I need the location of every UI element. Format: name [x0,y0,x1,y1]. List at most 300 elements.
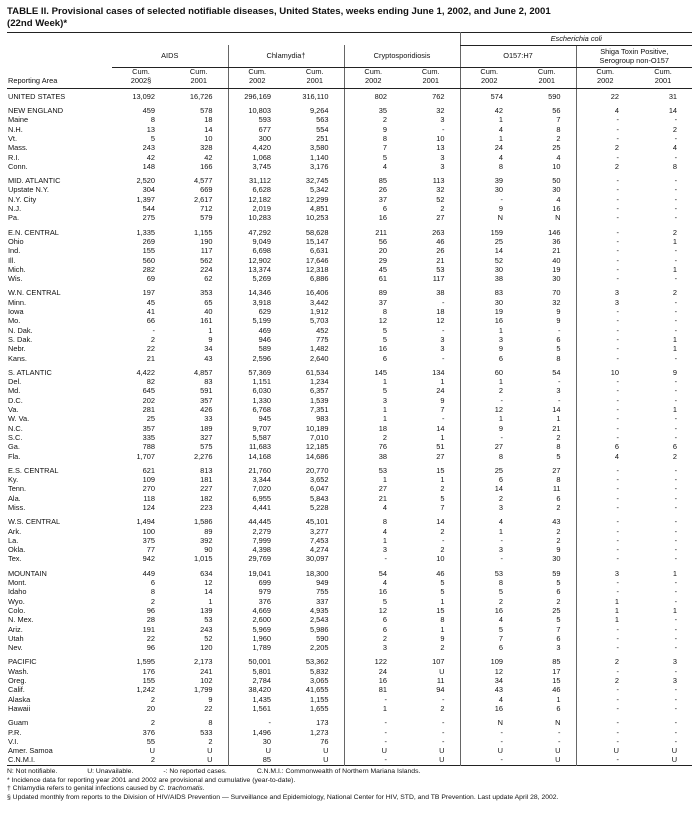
value-cell: 189 [200,423,213,433]
value-cell: 21 [552,246,561,256]
value-cell: 41,655 [305,685,329,695]
value-cell: 3,442 [310,297,329,307]
value-cell: 85 [228,755,286,765]
value-cell: 5,843 [310,493,329,503]
value-cell: N [460,213,518,222]
value-cell: 1 [208,325,213,335]
table-row [7,494,692,503]
value-cell: 20,770 [305,465,329,475]
value-cell: - [576,246,634,255]
value-cell: - [576,237,634,246]
value-cell: 3 [576,298,634,307]
value-cell: 7 [344,143,402,152]
value-cell: - [442,694,445,704]
reporting-area-cell: S. ATLANTIC [8,367,52,377]
value-cell: 29 [344,256,402,265]
value-cell: 96 [146,643,155,653]
value-cell: 4 [672,143,678,153]
value-cell: - [442,414,445,424]
value-cell: 1 [344,405,402,414]
value-cell: 26 [436,246,445,256]
value-cell: 25 [552,143,561,153]
value-cell: 15,147 [305,236,329,246]
value-cell: 30 [460,265,518,274]
value-cell: 77 [146,545,155,555]
value-cell: 4,935 [310,605,329,615]
table-row [7,307,692,316]
value-cell: - [460,728,518,737]
value-cell: 5,986 [310,624,329,634]
value-cell: 3 [440,115,445,125]
value-cell: - [674,316,678,326]
value-cell: - [674,578,678,588]
value-cell: 4 [460,125,518,134]
value-cell: 7,351 [310,405,329,415]
ecoli-group-header: Escherichia coli [460,33,692,46]
value-cell: - [576,396,634,405]
value-cell: U [671,755,678,765]
cum-header: Cum. 2002§ [112,68,170,88]
value-cell: 2 [150,596,155,606]
value-cell: 1 [460,527,518,536]
value-cell: 3,344 [228,475,286,484]
value-cell: 16,726 [189,91,213,101]
reporting-area-cell: N. Dak. [8,325,33,335]
value-cell: 53 [460,564,518,578]
value-cell: 139 [200,605,213,615]
legend-not-notifiable: N: Not notifiable. [7,767,58,775]
value-cell: - [674,475,678,485]
value-cell: 1,799 [194,685,213,695]
value-cell: 25 [460,461,518,475]
value-cell: - [344,713,402,727]
value-cell: 8 [344,307,402,316]
value-cell: 117 [200,246,213,256]
value-cell: 1,494 [136,517,155,527]
value-cell: 118 [143,493,155,503]
value-cell: 4,851 [310,204,329,214]
value-cell: - [442,535,445,545]
value-cell: 2,617 [194,194,213,204]
value-cell: - [576,307,634,316]
table-row [7,316,692,325]
value-cell: 282 [142,264,155,274]
value-cell: 16 [460,606,518,615]
value-cell: 2 [672,288,678,298]
value-cell: 3,580 [310,143,329,153]
value-cell: 1,707 [136,451,155,461]
value-cell: 591 [200,386,213,396]
value-cell: 6 [576,442,634,451]
value-cell: - [344,737,402,746]
value-cell: 9 [208,694,213,704]
value-cell: 44,445 [228,512,286,526]
value-cell: - [674,377,678,387]
value-cell: 2,276 [194,451,213,461]
table-row [7,153,692,162]
table-row [7,713,692,727]
value-cell: 197 [142,288,155,298]
value-cell: 17,646 [305,255,329,265]
value-cell: 269 [142,236,155,246]
footnote-dagger [7,785,692,794]
value-cell: 2,640 [310,353,329,363]
value-cell: - [576,115,634,124]
reporting-area-cell: Utah [8,633,24,643]
value-cell: 29,769 [228,554,286,563]
value-cell: 775 [316,334,329,344]
value-cell: 24 [436,386,445,396]
value-cell: 32,745 [305,176,329,186]
value-cell: 155 [142,246,155,256]
value-cell: 560 [142,255,155,265]
value-cell: 53 [344,461,402,475]
value-cell: 14 [460,246,518,255]
value-cell: 3,918 [228,298,286,307]
value-cell: 949 [316,578,329,588]
value-cell: 1,335 [136,227,155,237]
value-cell: 2 [440,643,445,653]
value-cell: - [152,325,155,335]
value-cell: - [558,325,561,335]
value-cell: 54 [552,367,561,377]
value-cell: - [460,554,518,563]
value-cell: 3 [576,283,634,297]
value-cell: 14 [204,587,213,597]
value-cell: 12,185 [305,442,329,452]
reporting-area-cell: Wyo. [8,596,25,606]
value-cell: 645 [142,386,155,396]
value-cell: - [576,494,634,503]
value-cell: - [674,465,678,475]
value-cell: 61 [344,274,402,283]
value-cell: 5 [460,587,518,596]
value-cell: 100 [142,526,155,536]
value-cell: 945 [228,414,286,423]
value-cell: 6 [556,633,561,643]
value-cell: 2 [460,597,518,606]
value-cell: - [576,405,634,414]
value-cell: 11,683 [228,442,286,451]
value-cell: 593 [228,115,286,124]
value-cell: 211 [344,223,402,237]
table-row [7,344,692,353]
value-cell: 76 [344,442,402,451]
value-cell: 2 [344,115,402,124]
value-cell: 335 [142,432,155,442]
table-row [7,452,692,461]
value-cell: 328 [200,143,213,153]
value-cell: 8 [460,578,518,587]
value-cell: - [674,213,678,223]
value-cell: - [674,115,678,125]
value-cell: 3 [556,386,561,396]
table-row [7,545,692,554]
value-cell: 32 [552,297,561,307]
value-cell: 82 [146,377,155,387]
value-cell: N [555,213,561,223]
reporting-area-cell: N.J. [8,204,22,214]
value-cell: - [576,125,634,134]
value-cell: - [674,194,678,204]
value-cell: 5,801 [228,667,286,676]
table-header [7,33,692,89]
value-cell: 46 [552,685,561,695]
value-cell: 21,760 [228,461,286,475]
table-row [7,587,692,596]
value-cell: 3 [440,334,445,344]
value-cell: 17 [552,666,561,676]
value-cell: 102 [200,676,213,686]
value-cell: 7 [556,624,561,634]
value-cell: 2 [344,634,402,643]
value-cell: 2,205 [310,643,329,653]
value-cell: 176 [142,666,155,676]
table-row [7,204,692,213]
value-cell: 375 [142,535,155,545]
value-cell: 21 [146,353,155,363]
value-cell: - [674,624,678,634]
reporting-area-cell: Ark. [8,526,22,536]
value-cell: - [576,344,634,353]
reporting-area-cell: Maine [8,115,29,125]
table-row [7,88,692,101]
value-cell: N [555,718,561,728]
value-cell: 426 [200,405,213,415]
value-cell: 459 [142,106,155,116]
value-cell: 9 [344,125,402,134]
reporting-area-cell: Vt. [8,134,18,143]
value-cell: U [439,755,445,765]
value-cell: 109 [142,475,155,485]
value-cell: - [576,377,634,386]
value-cell: 37 [344,298,402,307]
value-cell: 22 [146,344,155,354]
value-cell: 2 [150,334,155,344]
value-cell: 107 [432,657,445,667]
cum-header: Cum. 2001 [518,68,576,88]
value-cell: 554 [316,124,329,134]
value-cell: 2 [440,526,445,536]
legend-unavailable: U: Unavailable. [87,767,134,775]
value-cell: - [576,737,634,746]
value-cell: 629 [228,307,286,316]
value-cell: 4,398 [228,545,286,554]
value-cell: 2 [440,703,445,713]
value-cell: - [674,694,678,704]
value-cell: 6,955 [228,494,286,503]
value-cell: 762 [432,91,445,101]
value-cell: 699 [228,578,286,587]
value-cell: 55 [146,736,155,746]
value-cell: 1 [672,334,678,344]
value-cell: 27 [344,484,402,493]
value-cell: - [442,325,445,335]
value-cell: 12,182 [228,195,286,204]
value-cell: 9 [460,344,518,353]
value-cell: 16 [344,676,402,685]
value-cell: 316,110 [302,91,329,101]
value-cell: - [674,666,678,676]
value-cell: 9 [208,334,213,344]
value-cell: - [576,512,634,526]
value-cell: 2 [460,494,518,503]
value-cell: 669 [200,185,213,195]
table-row [7,298,692,307]
value-cell: 376 [228,597,286,606]
value-cell: 10 [576,363,634,377]
value-cell: 3,176 [310,161,329,171]
value-cell: 1 [672,236,678,246]
value-cell: - [460,195,518,204]
value-cell: 1,539 [310,395,329,405]
value-cell: 32 [436,106,445,116]
value-cell: - [576,195,634,204]
value-cell: - [576,171,634,185]
table-row [7,695,692,704]
reporting-area-cell: P.R. [8,727,22,737]
value-cell: - [674,718,678,728]
reporting-area-cell: Ill. [8,255,16,265]
reporting-area-cell: Oreg. [8,676,27,686]
value-cell: 76 [320,736,329,746]
value-cell: - [576,274,634,283]
value-cell: 7 [440,405,445,415]
value-cell: - [442,353,445,363]
value-cell: 19 [460,307,518,316]
value-cell: 19,041 [228,564,286,578]
value-cell: 14,686 [305,451,329,461]
value-cell: 1,912 [310,307,329,317]
value-cell: 5 [556,578,561,588]
value-cell: 12 [204,578,213,588]
aids-group-header: AIDS [112,45,228,67]
reporting-area-cell: N.H. [8,124,23,134]
value-cell: - [576,713,634,727]
table-row [7,755,692,765]
value-cell: 1 [672,405,678,415]
value-cell: 2 [576,162,634,171]
value-cell: 35 [344,101,402,115]
value-cell: 13 [436,143,445,153]
value-cell: 5,342 [310,185,329,195]
table-row [7,484,692,493]
value-cell: - [674,432,678,442]
value-cell: 60 [460,363,518,377]
value-cell: 10,189 [305,423,329,433]
table-row [7,386,692,395]
value-cell: 357 [200,395,213,405]
cum-header: Cum. 2001 [170,68,228,88]
value-cell: U [439,666,445,676]
value-cell: 50 [552,176,561,186]
value-cell: 43 [204,353,213,363]
value-cell: 9 [440,633,445,643]
value-cell: 1,015 [194,554,213,564]
value-cell: 4,420 [228,143,286,152]
value-cell: - [576,578,634,587]
value-cell: 19 [552,264,561,274]
value-cell: - [442,297,445,307]
reporting-area-cell: Va. [8,405,19,415]
value-cell: 983 [316,414,329,424]
value-cell: 65 [204,297,213,307]
value-cell: 3 [460,545,518,554]
value-cell: 469 [228,326,286,335]
value-cell: U [576,746,634,755]
value-cell: 4 [556,194,561,204]
table-row [7,536,692,545]
value-cell: 10 [204,134,213,143]
value-cell: 25 [146,414,155,424]
value-cell: 83 [204,377,213,387]
value-cell: 6 [556,703,561,713]
reporting-area-cell: D.C. [8,395,23,405]
value-cell: 9 [440,395,445,405]
value-cell: 53 [436,264,445,274]
value-cell: 1,960 [228,634,286,643]
table-row [7,115,692,124]
table-row [7,615,692,624]
value-cell: 14,168 [228,452,286,461]
value-cell: 30,097 [305,554,329,564]
value-cell: - [674,587,678,597]
table-row [7,354,692,363]
cum-header: Cum. 2002 [576,68,634,88]
value-cell: 16 [460,704,518,713]
reporting-area-cell: Kans. [8,353,27,363]
value-cell: 46 [436,236,445,246]
cum-header: Cum. 2002 [344,68,402,88]
value-cell: 1 [672,568,678,578]
value-cell: 18 [344,424,402,433]
value-cell: 6 [556,587,561,597]
value-cell: - [674,386,678,396]
value-cell: 6,628 [228,185,286,194]
value-cell: 5 [440,578,445,588]
reporting-area-cell: Conn. [8,161,28,171]
value-cell: 9 [460,424,518,433]
value-cell: 66 [146,316,155,326]
value-cell: 2 [150,755,155,765]
footnote-legend [7,768,692,777]
value-cell: 2 [576,676,634,685]
value-cell: 14 [204,124,213,134]
reporting-area-cell: R.I. [8,152,20,162]
value-cell: 1,068 [228,153,286,162]
value-cell: 45 [146,297,155,307]
reporting-area-cell: Ala. [8,493,21,503]
value-cell: 8 [460,452,518,461]
value-cell: 788 [142,442,155,452]
value-cell: 4 [460,615,518,624]
value-cell: 89 [204,526,213,536]
value-cell: - [576,695,634,704]
table-row [7,185,692,194]
value-cell: 159 [460,223,518,237]
reporting-area-cell: N.Y. City [8,194,37,204]
value-cell: 52 [436,194,445,204]
value-cell: 2 [460,386,518,395]
value-cell: 13,092 [132,91,155,101]
value-cell: 4,274 [310,545,329,555]
value-cell: U [555,746,561,756]
value-cell: - [576,755,634,765]
value-cell: 946 [228,335,286,344]
table-row [7,223,692,237]
value-cell: 37 [344,195,402,204]
value-cell: 27 [460,442,518,451]
